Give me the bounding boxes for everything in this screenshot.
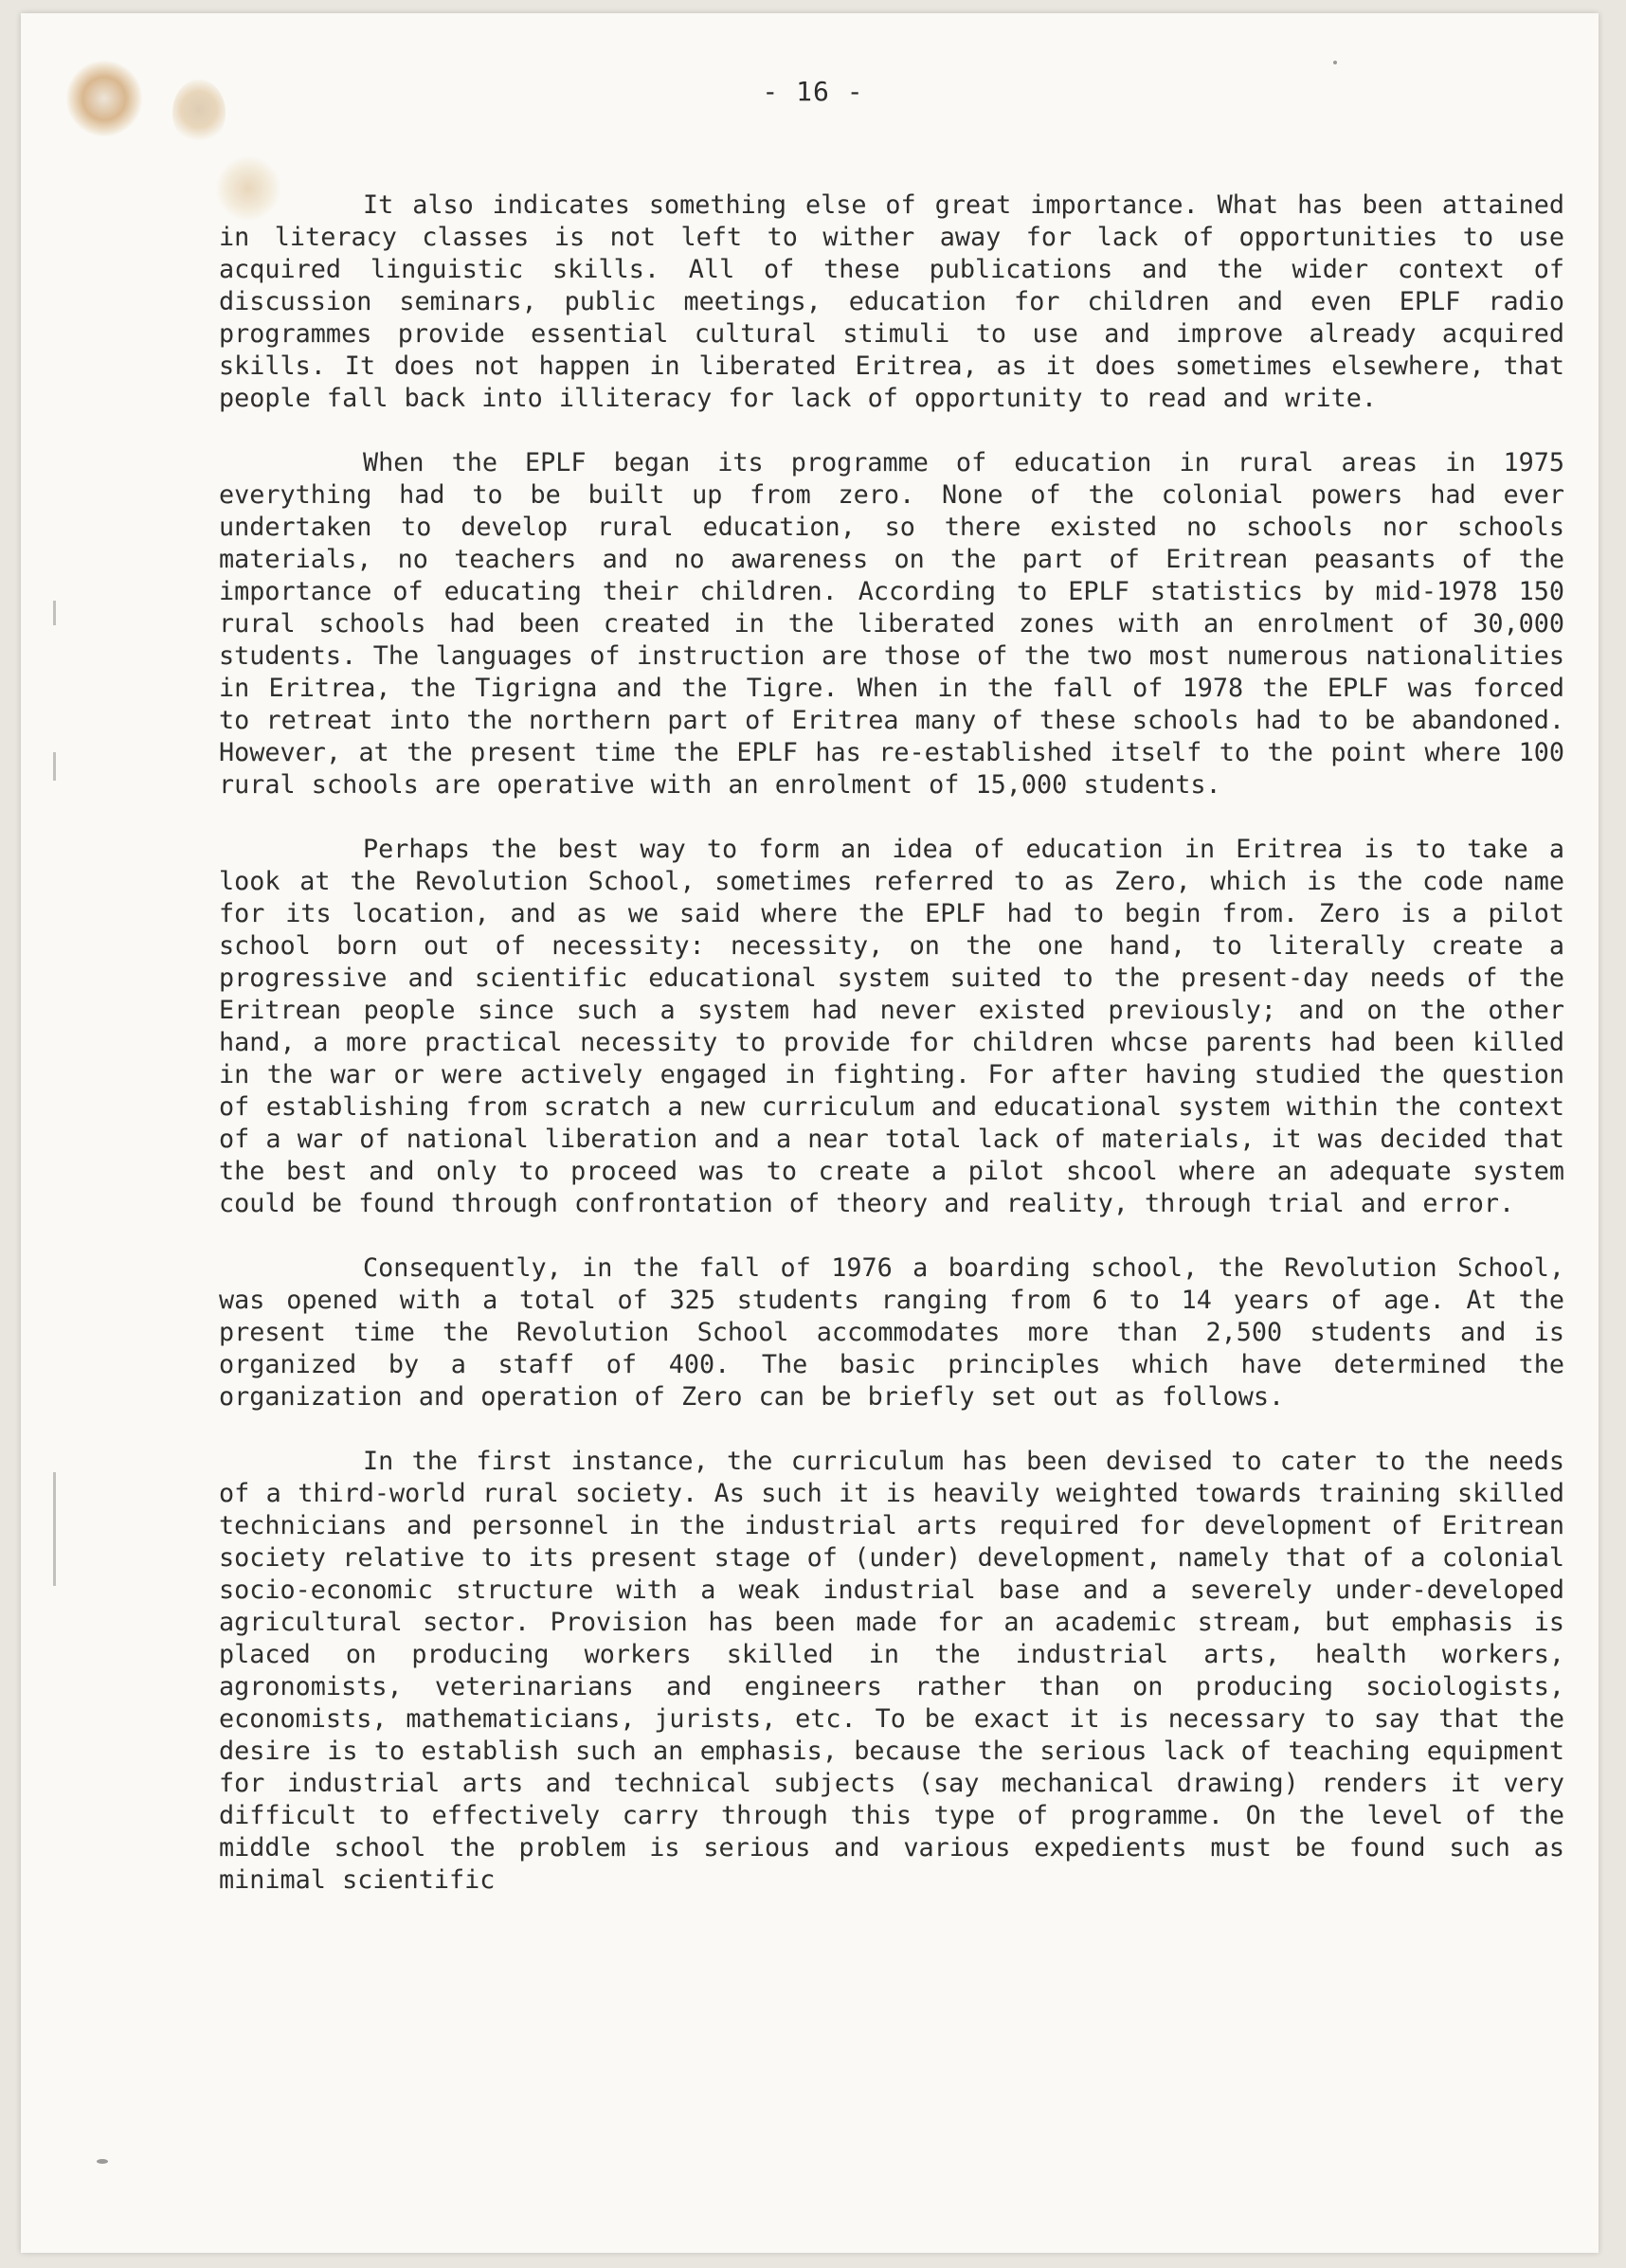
speck [1333,61,1337,64]
margin-mark [53,752,56,781]
paragraph: When the EPLF began its programme of education in rural areas in 1975 everything had to be built up from zero. None of the colonial powers had ever undertaken to develop rural education, so there existed no schools nor schools materials, no teachers and no awareness on the part of Eritrean peasants of the importance of educating their children. According to EPLF statistics by mid-1978 150 rural schools had been created in the liberated zones with an enrolment of 30,000 students. The languages of instruction are those of the two most numerous nationalities in Eritrea, the Tigrigna and the Tigre. When in the fall of 1978 the EPLF was forced to retreat into the northern part of Eritrea many of these schools had to be abandoned. However, at the present time the EPLF has re-established itself to the point where 100 rural schools are operative with an enrolment of 15,000 students. [219,448,1564,800]
paragraph: It also indicates something else of great importance. What has been attained in literacy classes is not left to wither away for lack of opportunities to use acquired linguistic skills. All of these publications and the wider context of discussion seminars, public meetings, education for children and even EPLF radio programmes provide essential cultural stimuli to use and improve already acquired skills. It does not happen in liberated Eritrea, as it does sometimes elsewhere, that people fall back into illiteracy for lack of opportunity to read and write. [219,190,1564,413]
paragraph: In the first instance, the curriculum has been devised to cater to the needs of a third-world rural society. As such it is heavily weighted towards training skilled technicians and personnel in the industrial arts required for development of Eritrean society relative to its present stage of (under) development, namely that of a colonial socio-economic structure with a weak industrial base and a severely under-developed agricultural sector. Provision has been made for an academic stream, but emphasis is placed on producing workers skilled in the industrial arts, health workers, agronomists, veterinarians and engineers rather than on producing sociologists, economists, mathematicians, jurists, etc. To be exact it is necessary to say that the desire is to establish such an emphasis, because the serious lack of teaching equipment for industrial arts and technical subjects (say mechanical drawing) renders it very difficult to effectively carry through this type of programme. On the level of the middle school the problem is serious and various expedients must be found such as minimal scientific [219,1447,1564,1895]
paragraph: Consequently, in the fall of 1976 a boarding school, the Revolution School, was opened with a total of 325 students ranging from 6 to 14 years of age. At the present time the Revolution School accommodates more than 2,500 students and is organized by a staff of 400. The basic principles which have determined the organization and operation of Zero can be briefly set out as follows. [219,1253,1564,1412]
margin-mark [53,1472,56,1586]
paragraph: Perhaps the best way to form an idea of education in Eritrea is to take a look at the Revolution School, sometimes referred to as Zero, which is the code name for its location, and as we said where the EPLF had to begin from. Zero is a pilot school born out of necessity: necessity, on the one hand, to literally create a progressive and scientific educational system suited to the present-day needs of the Eritrean people since such a system had never existed previously; and on the other hand, a more practical necessity to provide for children whcse parents had been killed in the war or were actively engaged in fighting. For after having studied the question of establishing from scratch a new curriculum and educational system within the context of a war of national liberation and a near total lack of materials, it was decided that the best and only to proceed was to create a pilot shcool where an adequate system could be found through confrontation of theory and reality, through trial and error. [219,835,1564,1218]
margin-mark [53,601,56,625]
speck [97,2159,108,2164]
body-text [219,189,1564,1897]
page-number: - 16 - [762,76,864,107]
